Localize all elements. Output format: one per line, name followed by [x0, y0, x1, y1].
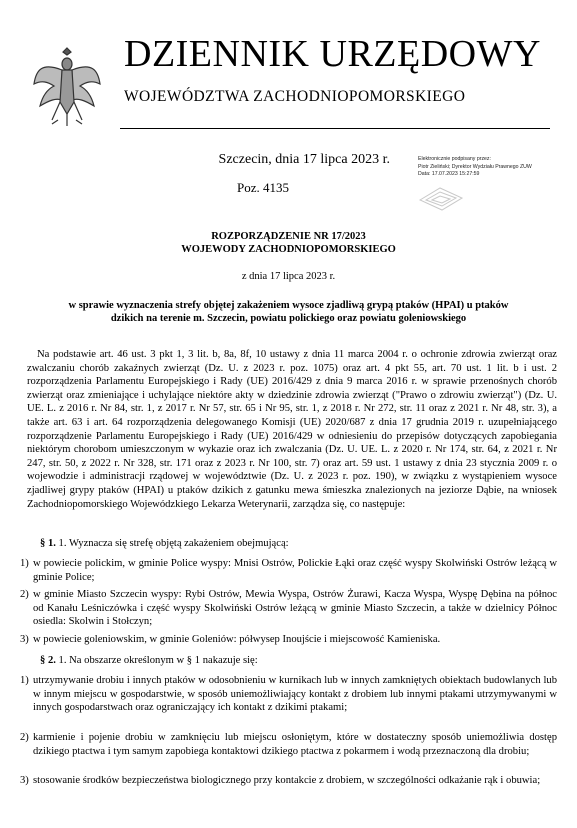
list-item-number: 3) — [20, 634, 29, 645]
list-item-text: utrzymywanie drobiu i innych ptaków w odosobnieniu w kurnikach lub w innych zamkniętych obiektach budowlanych lub w innym miejscu w gospodarstwie, w sposób uniemożliwiający kontakt z drobiem lub innymi ptakami utrzymywanymi w innych gospodarstwach oraz ograniczający ich kontakt z dzikimi ptakami; — [33, 675, 557, 714]
act-authority: WOJEWODY ZACHODNIOPOMORSKIEGO — [181, 244, 396, 255]
electronic-signature — [418, 156, 568, 179]
section-1-text: 1. Wyznacza się strefę objętą zakażeniem obejmującą: — [58, 538, 289, 549]
signature-seal-icon — [418, 180, 464, 212]
journal-title: DZIENNIK URZĘDOWY — [124, 33, 541, 75]
section-2-label: § 2. — [40, 655, 56, 666]
section-1-intro — [40, 537, 557, 551]
list-item — [20, 588, 557, 629]
masthead-divider — [120, 128, 550, 129]
list-item-text: w powiecie polickim, w gminie Police wyspy: Mnisi Ostrów, Polickie Łąki oraz część wyspy Skolwiński Ostrów leżącą w gminie Police; — [33, 558, 557, 583]
section-2-intro — [40, 654, 557, 668]
list-item — [20, 633, 557, 647]
list-item — [20, 774, 557, 788]
place-date: Szczecin, dnia 17 lipca 2023 r. — [218, 152, 390, 167]
list-item — [20, 674, 557, 715]
list-item — [20, 557, 557, 584]
journal-subtitle: WOJEWÓDZTWA ZACHODNIOPOMORSKIEGO — [124, 88, 466, 105]
section-2-text: 1. Na obszarze określonym w § 1 nakazuje się: — [58, 655, 258, 666]
list-item-number: 1) — [20, 675, 29, 686]
position-number: Poz. 4135 — [237, 180, 289, 195]
list-item-text: karmienie i pojenie drobiu w zamknięciu lub miejscu osłoniętym, które w dostateczny sposób uniemożliwia dostęp dzikiego ptactwa i tym samym zapobiega kontaktowi dzikiego ptactwa z pokarmem i wodą przeznaczoną dla drobiu; — [33, 732, 557, 757]
list-item — [20, 731, 557, 758]
list-item-text: stosowanie środków bezpieczeństwa biologicznego przy kontakcie z drobiem, w szczególności odkażanie rąk i obuwia; — [33, 775, 541, 786]
signature-line-3: Data: 17.07.2023 15:27:59 — [418, 171, 480, 177]
list-item-number: 2) — [20, 732, 29, 743]
act-date: z dnia 17 lipca 2023 r. — [241, 271, 336, 282]
preamble: Na podstawie art. 46 ust. 3 pkt 1, 3 lit. b, 8a, 8f, 10 ustawy z dnia 11 marca 2004 r. o ochronie zdrowia zwierząt oraz zwalczaniu chorób zakaźnych zwierząt (Dz. U. z 2023 r. poz. 1075) oraz art. 4 pkt 55, art. 70 ust. 1 lit. b i ust. 2 rozporządzenia Parlamentu Europejskiego i Rady (UE) 2016/429 z dnia 9 marca 2016 r. w sprawie przenośnych chorób zwierząt oraz zmieniające i uchylające niektóre akty w dziedzinie zdrowia zwierząt ("Prawo o zdrowiu zwierząt") (Dz. U. UE. L. z 2016 r. Nr 84, str. 1, z 2017 r. Nr 57, str. 65 i Nr 95, str. 1, z 2018 r. Nr 272, str. 11 oraz z 2021 r. Nr 48, str. 3), a także art. 63 i art. 64 rozporządzenia delegowanego Komisji (UE) 2020/687 z dnia 17 grudnia 2019 r. uzupełniającego rozporządzenie Parlamentu Europejskiego i Rady (UE) 2016/429 w odniesieniu do przepisów dotyczących zapobiegania niektórym chorobom umieszczonym w wykazie oraz ich zwalczania (Dz. U. UE. L. z 2020 r. Nr 174, str. 64, z 2021 r. Nr 247, str. 50, z 2022 r. Nr 328, str. 171 oraz z 2023 r. Nr 100, str. 7) oraz art. 59 ust. 1 ustawy z dnia 23 stycznia 2009 r. o wojewodzie i administracji rządowej w województwie (Dz. U. z 2023 r. poz. 190), w związku z wystąpieniem wysoce zjadliwej grypy ptaków (HPAI) u ptaków dzikich z gatunku mewa śmieszka znalezionych na jeziorze Dąbie, na wniosek Zachodniopomorskiego Wojewódzkiego Lekarza Weterynarii, zarządza się, co następuje: — [27, 349, 557, 510]
list-item-text: w powiecie goleniowskim, w gminie Goleniów: półwysep Inoujście i miejscowość Kamieniska. — [33, 634, 441, 645]
eagle-emblem-icon — [32, 40, 102, 128]
list-item-number: 2) — [20, 589, 29, 600]
act-subject-line-2: dzikich na terenie m. Szczecin, powiatu polickiego oraz powiatu goleniowskiego — [110, 313, 467, 324]
list-item-text: w gminie Miasto Szczecin wyspy: Rybi Ostrów, Mewia Wyspa, Ostrów Żurawi, Kacza Wyspa, Wyspę Dębina na północ od Kanału Leśniczówka i część wyspy Skolwiński Ostrów leżącą w gminie Miasto Szczecin, a także w dzielnicy Północ osiedla: Skolwin i Stołczyn; — [33, 589, 557, 628]
signature-line-2: Piotr Zieliński; Dyrektor Wydziału Prawnego ZUW — [418, 163, 532, 170]
section-1-label: § 1. — [40, 538, 56, 549]
act-subject-line-1: w sprawie wyznaczenia strefy objętej zakażeniem wysoce zjadliwą grypą ptaków (HPAI) u ptaków — [68, 300, 509, 311]
list-item-number: 3) — [20, 775, 29, 786]
list-item-number: 1) — [20, 558, 29, 569]
signature-line-1: Elektronicznie podpisany przez: — [418, 156, 491, 162]
act-title: ROZPORZĄDZENIE NR 17/2023 — [211, 231, 366, 242]
